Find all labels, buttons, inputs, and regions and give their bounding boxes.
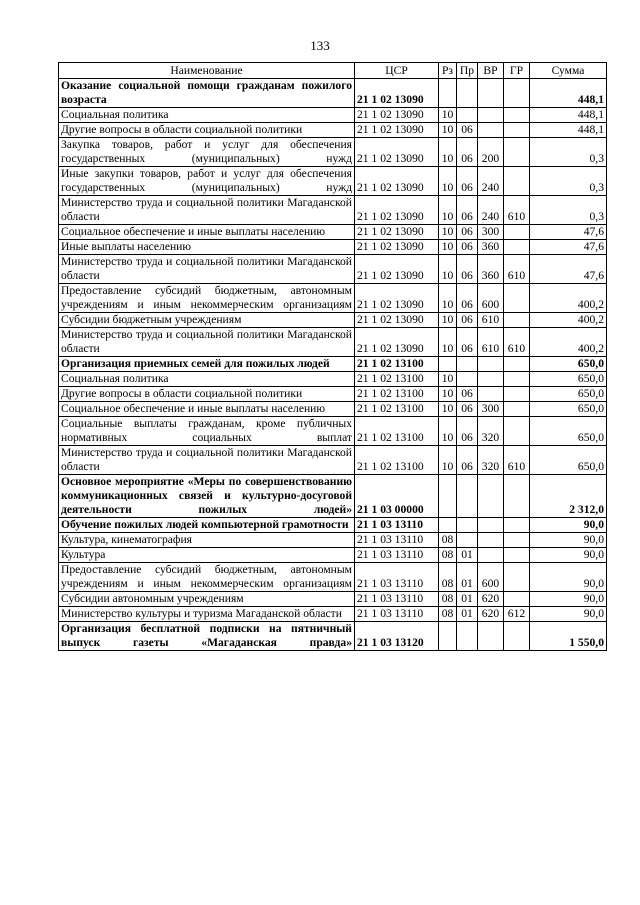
row-gr: 610 <box>504 196 530 225</box>
row-csr: 21 1 02 13090 <box>355 255 439 284</box>
row-rz: 08 <box>439 563 457 592</box>
header-csr: ЦСР <box>355 63 439 79</box>
table-row <box>59 533 607 548</box>
row-pr: 06 <box>457 402 478 417</box>
table-row <box>59 79 607 108</box>
row-pr: 01 <box>457 592 478 607</box>
row-gr <box>504 548 530 563</box>
row-rz: 08 <box>439 607 457 622</box>
row-name: Субсидии автономным учреждениям <box>59 592 355 607</box>
row-sum: 0,3 <box>530 167 607 196</box>
row-csr: 21 1 03 13110 <box>355 592 439 607</box>
row-pr: 06 <box>457 255 478 284</box>
header-vr: ВР <box>478 63 504 79</box>
row-rz: 10 <box>439 240 457 255</box>
row-pr <box>457 533 478 548</box>
row-gr <box>504 357 530 372</box>
row-gr: 610 <box>504 328 530 357</box>
table-row <box>59 475 607 518</box>
row-name: Культура <box>59 548 355 563</box>
row-name: Организация приемных семей для пожилых людей <box>59 357 355 372</box>
row-sum: 650,0 <box>530 372 607 387</box>
row-rz: 10 <box>439 123 457 138</box>
table-row <box>59 607 607 622</box>
table-row <box>59 372 607 387</box>
row-rz: 10 <box>439 284 457 313</box>
row-pr <box>457 475 478 518</box>
row-vr <box>478 622 504 651</box>
row-sum: 47,6 <box>530 240 607 255</box>
row-gr: 610 <box>504 255 530 284</box>
row-sum: 650,0 <box>530 387 607 402</box>
table-row <box>59 313 607 328</box>
row-vr: 360 <box>478 240 504 255</box>
row-rz: 10 <box>439 138 457 167</box>
row-sum: 448,1 <box>530 108 607 123</box>
row-sum: 2 312,0 <box>530 475 607 518</box>
row-rz: 10 <box>439 446 457 475</box>
row-gr <box>504 592 530 607</box>
row-gr <box>504 138 530 167</box>
row-pr: 06 <box>457 167 478 196</box>
row-gr <box>504 533 530 548</box>
row-csr: 21 1 02 13090 <box>355 108 439 123</box>
row-sum: 650,0 <box>530 357 607 372</box>
row-gr <box>504 240 530 255</box>
row-pr: 06 <box>457 387 478 402</box>
row-sum: 90,0 <box>530 518 607 533</box>
table-row <box>59 225 607 240</box>
row-vr <box>478 79 504 108</box>
row-vr: 360 <box>478 255 504 284</box>
row-sum: 400,2 <box>530 313 607 328</box>
table-row <box>59 387 607 402</box>
table-row <box>59 167 607 196</box>
row-vr: 320 <box>478 446 504 475</box>
row-rz: 10 <box>439 108 457 123</box>
row-rz <box>439 475 457 518</box>
row-rz: 10 <box>439 372 457 387</box>
table-row <box>59 284 607 313</box>
table-row <box>59 518 607 533</box>
row-pr: 06 <box>457 417 478 446</box>
row-name: Другие вопросы в области социальной политики <box>59 123 355 138</box>
row-gr <box>504 225 530 240</box>
row-gr <box>504 108 530 123</box>
table-row <box>59 328 607 357</box>
row-name: Социальное обеспечение и иные выплаты населению <box>59 225 355 240</box>
row-gr <box>504 372 530 387</box>
row-name: Основное мероприятие «Меры по совершенствованию коммуникационных связей и культурно-досуговой деятельности пожилых людей» <box>59 475 355 518</box>
table-row <box>59 548 607 563</box>
row-name: Министерство труда и социальной политики Магаданской области <box>59 196 355 225</box>
row-csr: 21 1 02 13090 <box>355 240 439 255</box>
row-vr <box>478 357 504 372</box>
header-sum: Сумма <box>530 63 607 79</box>
row-gr <box>504 284 530 313</box>
row-csr: 21 1 03 13110 <box>355 533 439 548</box>
row-name: Культура, кинематография <box>59 533 355 548</box>
row-rz <box>439 79 457 108</box>
row-gr <box>504 167 530 196</box>
row-sum: 90,0 <box>530 563 607 592</box>
row-pr <box>457 622 478 651</box>
row-rz: 08 <box>439 533 457 548</box>
row-name: Социальное обеспечение и иные выплаты населению <box>59 402 355 417</box>
row-gr <box>504 402 530 417</box>
row-vr: 200 <box>478 138 504 167</box>
row-vr: 600 <box>478 284 504 313</box>
row-rz <box>439 518 457 533</box>
row-vr: 320 <box>478 417 504 446</box>
row-pr: 06 <box>457 284 478 313</box>
row-csr: 21 1 03 13110 <box>355 518 439 533</box>
row-sum: 90,0 <box>530 533 607 548</box>
row-vr <box>478 387 504 402</box>
row-name: Организация бесплатной подписки на пятничный выпуск газеты «Магаданская правда» <box>59 622 355 651</box>
row-sum: 650,0 <box>530 402 607 417</box>
row-rz <box>439 357 457 372</box>
row-pr: 01 <box>457 548 478 563</box>
row-rz: 08 <box>439 548 457 563</box>
row-vr <box>478 518 504 533</box>
row-csr: 21 1 02 13100 <box>355 372 439 387</box>
row-rz: 08 <box>439 592 457 607</box>
table-row <box>59 240 607 255</box>
row-name: Социальные выплаты гражданам, кроме публичных нормативных социальных выплат <box>59 417 355 446</box>
row-gr <box>504 622 530 651</box>
row-csr: 21 1 02 13100 <box>355 402 439 417</box>
row-sum: 90,0 <box>530 592 607 607</box>
row-sum: 448,1 <box>530 123 607 138</box>
row-csr: 21 1 02 13090 <box>355 313 439 328</box>
header-rz: Рз <box>439 63 457 79</box>
row-pr <box>457 108 478 123</box>
row-csr: 21 1 03 00000 <box>355 475 439 518</box>
row-vr: 620 <box>478 592 504 607</box>
row-csr: 21 1 02 13090 <box>355 284 439 313</box>
row-csr: 21 1 02 13100 <box>355 446 439 475</box>
row-gr <box>504 79 530 108</box>
row-vr: 300 <box>478 402 504 417</box>
row-sum: 90,0 <box>530 548 607 563</box>
row-vr: 240 <box>478 167 504 196</box>
row-gr <box>504 387 530 402</box>
header-name: Наименование <box>59 63 355 79</box>
row-gr <box>504 563 530 592</box>
row-sum: 1 550,0 <box>530 622 607 651</box>
header-pr: Пр <box>457 63 478 79</box>
row-gr <box>504 475 530 518</box>
row-csr: 21 1 02 13100 <box>355 387 439 402</box>
row-pr: 06 <box>457 123 478 138</box>
row-gr <box>504 313 530 328</box>
row-vr: 610 <box>478 328 504 357</box>
row-rz: 10 <box>439 387 457 402</box>
row-pr: 01 <box>457 607 478 622</box>
row-sum: 650,0 <box>530 446 607 475</box>
table-row <box>59 592 607 607</box>
row-name: Министерство труда и социальной политики Магаданской области <box>59 255 355 284</box>
table-row <box>59 402 607 417</box>
row-vr <box>478 533 504 548</box>
row-vr: 620 <box>478 607 504 622</box>
row-pr: 06 <box>457 225 478 240</box>
row-csr: 21 1 02 13100 <box>355 417 439 446</box>
table-row <box>59 563 607 592</box>
row-rz: 10 <box>439 402 457 417</box>
row-csr: 21 1 03 13110 <box>355 548 439 563</box>
row-csr: 21 1 03 13110 <box>355 607 439 622</box>
row-gr: 610 <box>504 446 530 475</box>
budget-table <box>58 62 607 651</box>
row-gr <box>504 417 530 446</box>
table-header-row <box>59 63 607 79</box>
row-rz: 10 <box>439 225 457 240</box>
row-sum: 47,6 <box>530 225 607 240</box>
row-vr <box>478 372 504 387</box>
row-sum: 400,2 <box>530 284 607 313</box>
row-vr <box>478 123 504 138</box>
table-row <box>59 196 607 225</box>
row-vr <box>478 475 504 518</box>
row-name: Иные закупки товаров, работ и услуг для обеспечения государственных (муниципальных) нужд <box>59 167 355 196</box>
row-csr: 21 1 02 13090 <box>355 79 439 108</box>
row-gr <box>504 518 530 533</box>
row-csr: 21 1 02 13100 <box>355 357 439 372</box>
row-sum: 90,0 <box>530 607 607 622</box>
row-name: Обучение пожилых людей компьютерной грамотности <box>59 518 355 533</box>
row-pr <box>457 518 478 533</box>
row-pr: 06 <box>457 138 478 167</box>
row-name: Социальная политика <box>59 108 355 123</box>
row-pr: 01 <box>457 563 478 592</box>
row-pr: 06 <box>457 196 478 225</box>
row-name: Закупка товаров, работ и услуг для обеспечения государственных (муниципальных) нужд <box>59 138 355 167</box>
row-gr <box>504 123 530 138</box>
table-row <box>59 446 607 475</box>
row-name: Министерство труда и социальной политики Магаданской области <box>59 328 355 357</box>
row-vr <box>478 108 504 123</box>
row-rz: 10 <box>439 255 457 284</box>
row-csr: 21 1 02 13090 <box>355 225 439 240</box>
row-rz: 10 <box>439 328 457 357</box>
row-pr: 06 <box>457 240 478 255</box>
row-vr: 300 <box>478 225 504 240</box>
table-row <box>59 108 607 123</box>
header-gr: ГР <box>504 63 530 79</box>
row-csr: 21 1 02 13090 <box>355 196 439 225</box>
row-rz: 10 <box>439 196 457 225</box>
row-gr: 612 <box>504 607 530 622</box>
row-name: Предоставление субсидий бюджетным, автономным учреждениям и иным некоммерческим организациям <box>59 284 355 313</box>
table-row <box>59 138 607 167</box>
row-sum: 0,3 <box>530 138 607 167</box>
row-sum: 0,3 <box>530 196 607 225</box>
row-csr: 21 1 02 13090 <box>355 167 439 196</box>
row-csr: 21 1 02 13090 <box>355 328 439 357</box>
row-pr: 06 <box>457 328 478 357</box>
row-sum: 400,2 <box>530 328 607 357</box>
table-row <box>59 255 607 284</box>
row-pr <box>457 79 478 108</box>
row-sum: 47,6 <box>530 255 607 284</box>
row-csr: 21 1 03 13110 <box>355 563 439 592</box>
row-rz <box>439 622 457 651</box>
row-csr: 21 1 02 13090 <box>355 138 439 167</box>
row-name: Субсидии бюджетным учреждениям <box>59 313 355 328</box>
row-name: Министерство труда и социальной политики Магаданской области <box>59 446 355 475</box>
row-name: Социальная политика <box>59 372 355 387</box>
row-name: Предоставление субсидий бюджетным, автономным учреждениям и иным некоммерческим организациям <box>59 563 355 592</box>
row-rz: 10 <box>439 313 457 328</box>
table-row <box>59 357 607 372</box>
row-csr: 21 1 03 13120 <box>355 622 439 651</box>
row-rz: 10 <box>439 167 457 196</box>
row-rz: 10 <box>439 417 457 446</box>
row-pr: 06 <box>457 313 478 328</box>
row-vr: 600 <box>478 563 504 592</box>
row-sum: 650,0 <box>530 417 607 446</box>
table-row <box>59 417 607 446</box>
row-pr <box>457 357 478 372</box>
table-row <box>59 123 607 138</box>
row-name: Другие вопросы в области социальной политики <box>59 387 355 402</box>
row-csr: 21 1 02 13090 <box>355 123 439 138</box>
row-pr <box>457 372 478 387</box>
row-vr <box>478 548 504 563</box>
row-name: Министерство культуры и туризма Магаданской области <box>59 607 355 622</box>
row-vr: 610 <box>478 313 504 328</box>
row-pr: 06 <box>457 446 478 475</box>
page-number: 133 <box>310 38 330 53</box>
row-name: Иные выплаты населению <box>59 240 355 255</box>
row-name: Оказание социальной помощи гражданам пожилого возраста <box>59 79 355 108</box>
table-row <box>59 622 607 651</box>
row-sum: 448,1 <box>530 79 607 108</box>
row-vr: 240 <box>478 196 504 225</box>
